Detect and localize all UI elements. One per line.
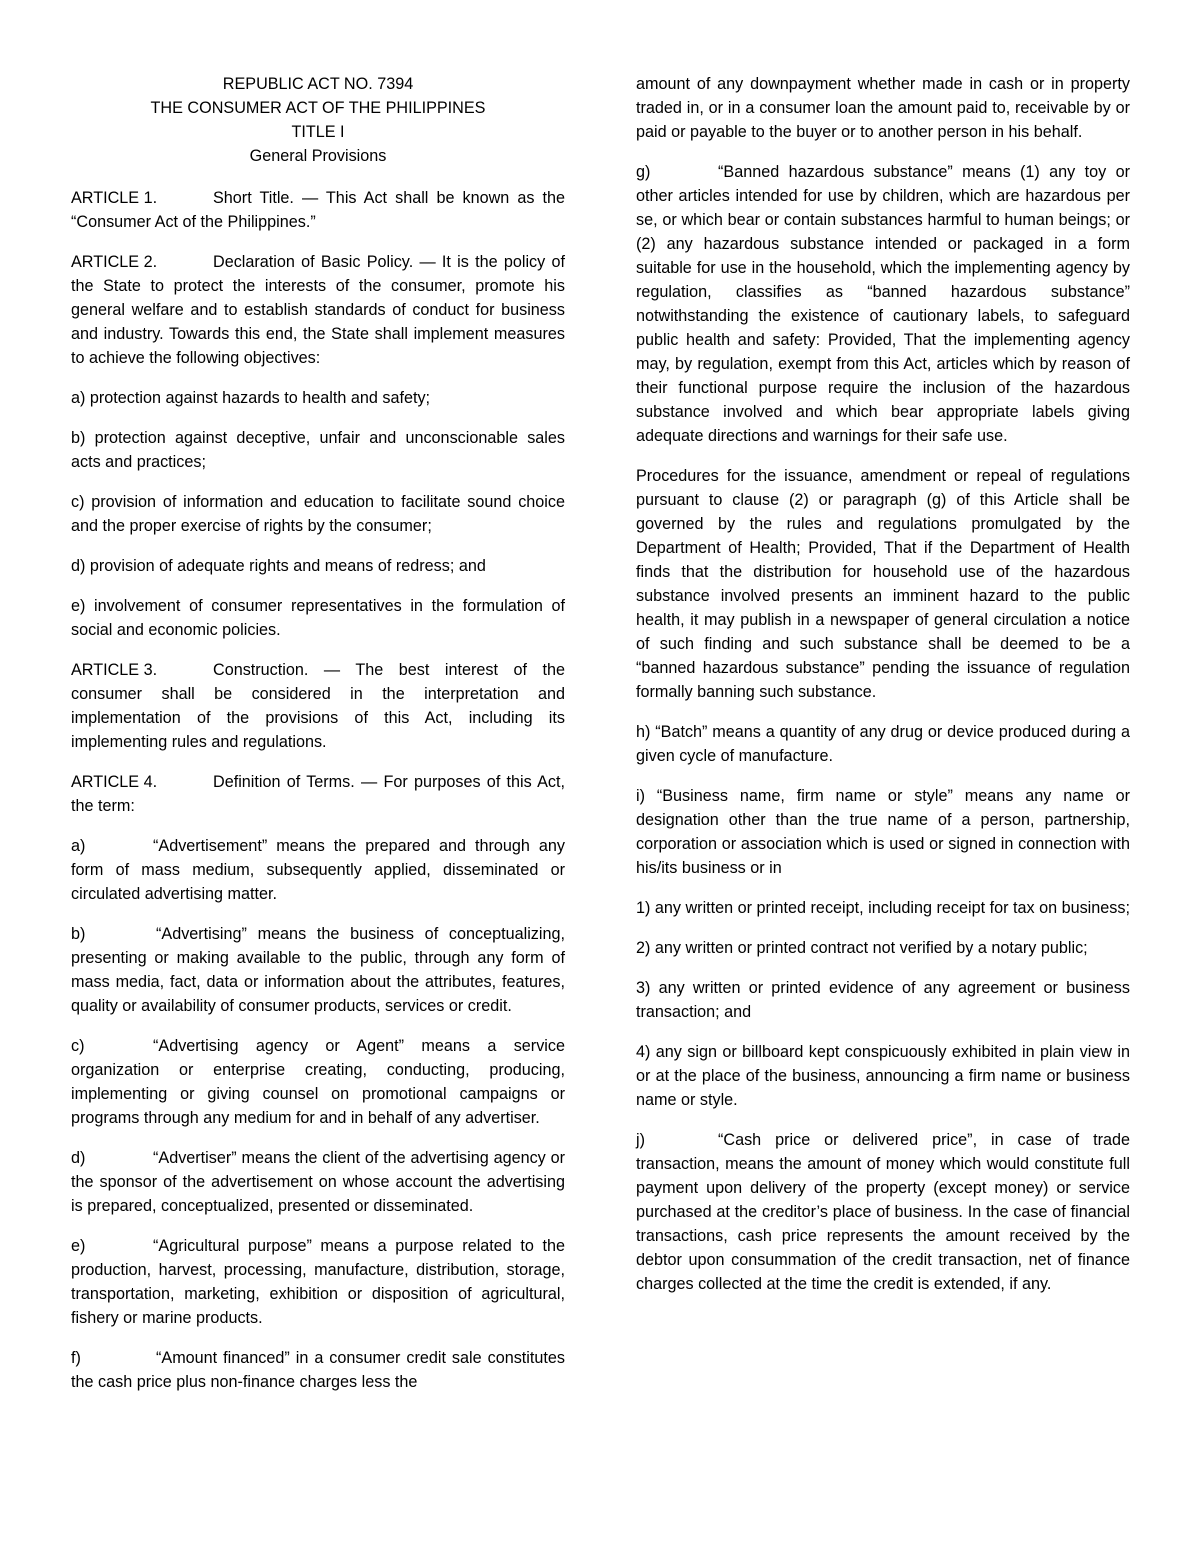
article-1 xyxy=(71,186,565,234)
definition-e-letter: e) xyxy=(71,1237,86,1255)
objective-c: c) provision of information and education to facilitate sound choice and the proper exercise of rights by the consumer; xyxy=(71,493,565,535)
objective-d: d) provision of adequate rights and means of redress; and xyxy=(71,557,486,575)
left-column xyxy=(71,72,565,1410)
definition-g xyxy=(636,160,1130,448)
article-3-text: Construction. — The best interest of the consumer shall be considered in the interpretation and implementation of the provisions of this Act, including its implementing rules and regulations. xyxy=(71,661,565,751)
definition-j-letter: j) xyxy=(636,1131,645,1149)
definition-d-letter: d) xyxy=(71,1149,86,1167)
definition-j xyxy=(636,1128,1130,1296)
article-3-label: ARTICLE 3. xyxy=(71,661,158,679)
definition-a-text: “Advertisement” means the prepared and through any form of mass medium, subsequently applied, disseminated or circulated advertising matter. xyxy=(71,837,565,903)
article-4-label: ARTICLE 4. xyxy=(71,773,158,791)
article-2-label: ARTICLE 2. xyxy=(71,253,158,271)
objective-b: b) protection against deceptive, unfair and unconscionable sales acts and practices; xyxy=(71,429,565,471)
definition-c-letter: c) xyxy=(71,1037,85,1055)
definition-i-item-4: 4) any sign or billboard kept conspicuously exhibited in plain view in or at the place of the business, announcing a firm name or business name or style. xyxy=(636,1043,1130,1109)
definition-d xyxy=(71,1146,565,1218)
act-number: REPUBLIC ACT NO. 7394 xyxy=(222,75,414,93)
definition-g-letter: g) xyxy=(636,163,651,181)
article-1-text: Short Title. — This Act shall be known as the “Consumer Act of the Philippines.” xyxy=(71,189,565,231)
title-number: TITLE I xyxy=(291,123,345,141)
title-name: General Provisions xyxy=(249,147,387,165)
definition-f xyxy=(71,1346,565,1394)
definition-i-item-2: 2) any written or printed contract not verified by a notary public; xyxy=(636,939,1088,957)
definition-g-text: “Banned hazardous substance” means (1) any toy or other articles intended for use by children, which are hazardous per se, or which bear or contain substances harmful to human beings; or (2) any hazardous substance intended or packaged in a form suitable for use in the household, which the implementing agency by regulation, classifies as “banned hazardous substance” notwithstanding the existence of cautionary labels, to safeguard public health and safety: Provided, That the implementing agency may, by regulation, exempt from this Act, articles which by reason of their functional purpose require the inclusion of the hazardous substance involved and which bear appropriate labels giving adequate directions and warnings for their safe use. xyxy=(636,163,1130,445)
definition-b xyxy=(71,922,565,1018)
definition-b-text: “Advertising” means the business of conceptualizing, presenting or making available to the public, through any form of mass media, fact, data or information about the attributes, features, quality or availability of consumer products, services or credit. xyxy=(71,925,565,1015)
procedures-paragraph: Procedures for the issuance, amendment or repeal of regulations pursuant to clause (2) or paragraph (g) of this Article shall be governed by the rules and regulations promulgated by the Department of Health; Provided, That if the Department of Health finds that the distribution for household use of the hazardous substance involved presents an imminent hazard to the public health, it may publish in a newspaper of general circulation a notice of such finding and such substance shall be deemed to be a “banned hazardous substance” pending the issuance of regulation formally banning such substance. xyxy=(636,467,1130,701)
definition-e-text: “Agricultural purpose” means a purpose related to the production, harvest, processing, manufacture, distribution, storage, transportation, marketing, exhibition or disposition of agricultural, fishery or marine products. xyxy=(71,1237,565,1327)
definition-b-letter: b) xyxy=(71,925,86,943)
objective-a: a) protection against hazards to health and safety; xyxy=(71,389,431,407)
article-2-text: Declaration of Basic Policy. — It is the policy of the State to protect the interests of the consumer, promote his general welfare and to establish standards of conduct for business and industry. Towards this end, the State shall implement measures to achieve the following objectives: xyxy=(71,253,565,367)
article-2 xyxy=(71,250,565,370)
article-3 xyxy=(71,658,565,754)
definition-f-continued: amount of any downpayment whether made in cash or in property traded in, or in a consumer loan the amount paid to, receivable by or paid or payable to the buyer or to another person in his behalf. xyxy=(636,75,1130,141)
definition-f-text: “Amount financed” in a consumer credit sale constitutes the cash price plus non-finance charges less the xyxy=(71,1349,565,1391)
definition-e xyxy=(71,1234,565,1330)
document-header xyxy=(71,72,565,168)
right-column xyxy=(636,72,1130,1312)
article-4-text: Definition of Terms. — For purposes of this Act, the term: xyxy=(71,773,565,815)
objective-e: e) involvement of consumer representatives in the formulation of social and economic policies. xyxy=(71,597,565,639)
article-4 xyxy=(71,770,565,818)
definition-i: i) “Business name, firm name or style” means any name or designation other than the true name of a person, partnership, corporation or association which is used or signed in connection with his/its business or in xyxy=(636,787,1130,877)
definition-f-letter: f) xyxy=(71,1349,81,1367)
definition-a-letter: a) xyxy=(71,837,86,855)
definition-h: h) “Batch” means a quantity of any drug or device produced during a given cycle of manufacture. xyxy=(636,723,1130,765)
definition-d-text: “Advertiser” means the client of the advertising agency or the sponsor of the advertisement on whose account the advertising is prepared, conceptualized, presented or disseminated. xyxy=(71,1149,565,1215)
definition-i-item-1: 1) any written or printed receipt, including receipt for tax on business; xyxy=(636,899,1130,917)
article-1-label: ARTICLE 1. xyxy=(71,189,158,207)
definition-j-text: “Cash price or delivered price”, in case of trade transaction, means the amount of money which would constitute full payment upon delivery of the property (except money) or service purchased at the creditor’s place of business. In the case of financial transactions, cash price represents the amount received by the debtor upon consummation of the credit transaction, net of finance charges collected at the time the credit is extended, if any. xyxy=(636,1131,1130,1293)
definition-i-item-3: 3) any written or printed evidence of any agreement or business transaction; and xyxy=(636,979,1130,1021)
definition-a xyxy=(71,834,565,906)
act-title: THE CONSUMER ACT OF THE PHILIPPINES xyxy=(150,99,486,117)
definition-c-text: “Advertising agency or Agent” means a service organization or enterprise creating, conducting, producing, implementing or giving counsel on promotional campaigns or programs through any medium for and in behalf of any advertiser. xyxy=(71,1037,565,1127)
definition-c xyxy=(71,1034,565,1130)
